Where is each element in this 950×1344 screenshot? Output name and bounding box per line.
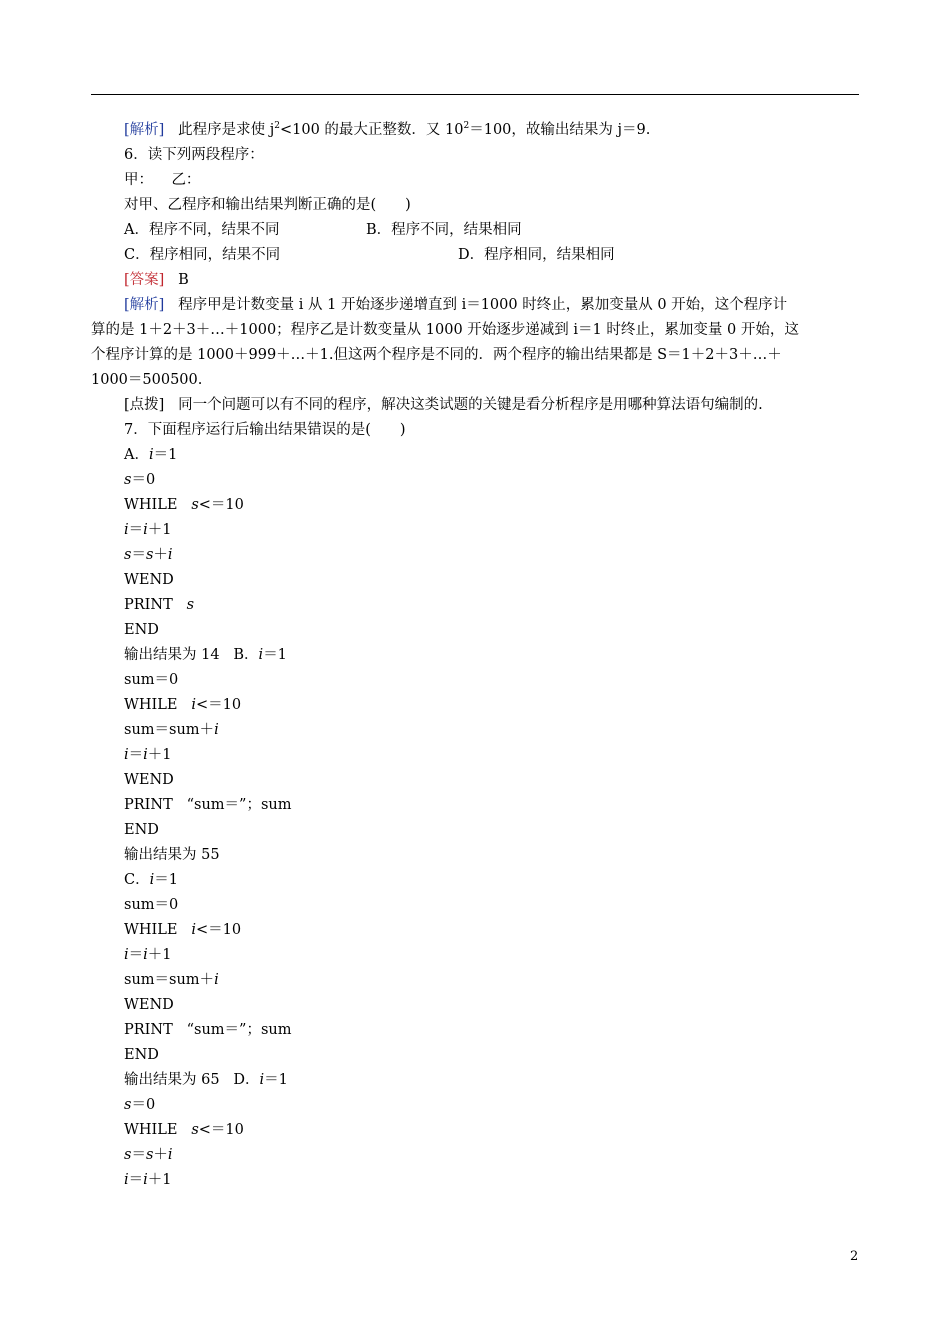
program-jia-label: 甲： xyxy=(124,172,153,188)
code-a-print xyxy=(124,596,194,614)
var: i xyxy=(191,697,196,713)
text: ＋ xyxy=(153,547,168,563)
code-a-output xyxy=(124,646,287,664)
var: s xyxy=(124,547,132,563)
text: 程序甲是计数变量 i 从 1 开始逐步递增直到 i＝1000 时终止，累加变量从 0 开始，这个程序计 xyxy=(178,297,788,313)
var: i xyxy=(258,647,264,663)
analysis-2-line-1 xyxy=(124,296,787,314)
code-a-line-5 xyxy=(124,546,173,564)
answer-value: B xyxy=(178,272,189,288)
var: i xyxy=(148,447,154,463)
text: ＝1 xyxy=(154,872,178,888)
code-c-line-4 xyxy=(124,946,172,964)
text: ＋1 xyxy=(147,747,172,763)
code-b-line-4 xyxy=(124,721,219,739)
code-c-output xyxy=(124,1071,288,1089)
keyword: WHILE xyxy=(124,497,178,513)
q6-programs xyxy=(124,171,200,189)
code-d-line-3 xyxy=(124,1121,244,1139)
code-b-print xyxy=(124,796,291,814)
keyword: PRINT xyxy=(124,1022,173,1038)
analysis-2-line-2: 算的是 1＋2＋3＋…＋1000；程序乙是计数变量从 1000 开始逐步递减到 i＝1 时终止，累加变量 0 开始，这 xyxy=(91,322,799,338)
code-a-line-4 xyxy=(124,521,172,539)
page-number: 2 xyxy=(850,1249,859,1264)
text: <＝10 xyxy=(195,697,242,713)
var: i xyxy=(143,1172,148,1188)
code-d-line-5 xyxy=(124,1171,172,1189)
code-a-wend: WEND xyxy=(124,572,174,588)
q6-option-a: A．程序不同，结果不同 xyxy=(124,222,280,238)
code-b-line-5 xyxy=(124,746,172,764)
code-a-line-1 xyxy=(124,446,177,464)
tip-tag: [点拨] xyxy=(124,397,165,413)
text: ＋1 xyxy=(147,522,172,538)
text: <＝10 xyxy=(198,497,244,513)
code-a-line-2 xyxy=(124,471,155,489)
var: i xyxy=(124,1172,129,1188)
var: s xyxy=(191,497,199,513)
text: 此程序是求使 j xyxy=(178,122,275,138)
var: i xyxy=(124,747,129,763)
var: i xyxy=(191,922,196,938)
text: ＝1 xyxy=(263,647,287,663)
var: s xyxy=(191,1122,199,1138)
var: i xyxy=(214,972,219,988)
text: ＝ xyxy=(128,747,144,763)
code-c-wend: WEND xyxy=(124,997,174,1013)
text: <100 的最大正整数．又 10 xyxy=(280,122,464,138)
tip-line xyxy=(124,396,763,414)
text: ＝ xyxy=(128,522,144,538)
header-rule xyxy=(91,94,859,95)
var: s xyxy=(124,1097,132,1113)
var: i xyxy=(124,947,129,963)
code-d-line-2 xyxy=(124,1096,155,1114)
var: s xyxy=(124,1147,132,1163)
code-b-line-3 xyxy=(124,696,241,714)
var: i xyxy=(143,947,148,963)
code-b-line-2: sum＝0 xyxy=(124,672,179,688)
analysis-tag: [解析] xyxy=(124,297,165,313)
text: ＝100，故输出结果为 j＝9. xyxy=(469,122,651,138)
text: ＝ xyxy=(128,1172,144,1188)
question-7: 7．下面程序运行后输出结果错误的是( ) xyxy=(124,422,406,438)
text: ＝1 xyxy=(264,1072,288,1088)
code-c-end: END xyxy=(124,1047,159,1063)
var: s xyxy=(145,547,154,563)
text: ＝0 xyxy=(131,1097,156,1113)
answer-tag: [答案] xyxy=(124,272,165,288)
text: <＝10 xyxy=(195,922,242,938)
var: i xyxy=(143,747,148,763)
text: ＋1 xyxy=(147,947,172,963)
q6-stem: 对甲、乙程序和输出结果判断正确的是( ) xyxy=(124,197,411,213)
var: i xyxy=(259,1072,265,1088)
text: “sum＝”；sum xyxy=(186,797,292,813)
superscript: 2 xyxy=(274,121,280,132)
q6-option-d: D．程序相同，结果相同 xyxy=(458,247,615,263)
var: s xyxy=(145,1147,154,1163)
code-b-wend: WEND xyxy=(124,772,174,788)
option-label: C． xyxy=(124,872,150,888)
text: ＝ xyxy=(131,547,146,563)
program-yi-label: 乙： xyxy=(171,172,201,188)
text: ＝ xyxy=(131,1147,146,1163)
var: i xyxy=(143,522,148,538)
text: <＝10 xyxy=(198,1122,244,1138)
var: i xyxy=(167,547,173,563)
q6-option-b: B．程序不同，结果相同 xyxy=(366,222,522,238)
code-d-line-4 xyxy=(124,1146,173,1164)
text: “sum＝”；sum xyxy=(186,1022,292,1038)
text: ＝1 xyxy=(153,447,178,463)
analysis-2-line-3: 个程序计算的是 1000＋999＋…＋1.但这两个程序是不同的．两个程序的输出结果都是 S＝1＋2＋3＋…＋ xyxy=(91,347,782,363)
code-a-line-3 xyxy=(124,496,244,514)
text: 输出结果为 14 xyxy=(124,647,220,663)
option-label: D． xyxy=(233,1072,260,1088)
code-c-line-2: sum＝0 xyxy=(124,897,179,913)
var: i xyxy=(167,1147,173,1163)
keyword: PRINT xyxy=(124,597,173,613)
code-c-line-5 xyxy=(124,971,219,989)
var: s xyxy=(186,597,195,613)
var: i xyxy=(214,722,219,738)
text: ＝ xyxy=(128,947,144,963)
code-b-end: END xyxy=(124,822,159,838)
text: ＋1 xyxy=(147,1172,172,1188)
text: 同一个问题可以有不同的程序，解决这类试题的关键是看分析程序是用哪种算法语句编制的. xyxy=(178,397,763,413)
code-b-output: 输出结果为 55 xyxy=(124,847,220,863)
analysis-tag: [解析] xyxy=(124,122,165,138)
text: 输出结果为 65 xyxy=(124,1072,220,1088)
keyword: WHILE xyxy=(124,1122,178,1138)
option-label: A． xyxy=(124,447,149,463)
analysis-2-line-4: 1000＝500500. xyxy=(91,372,203,388)
keyword: WHILE xyxy=(124,922,178,938)
code-c-line-3 xyxy=(124,921,241,939)
answer-line xyxy=(124,271,189,289)
question-6: 6．读下列两段程序： xyxy=(124,147,264,163)
code-c-line-1 xyxy=(124,871,178,889)
q6-option-c: C．程序相同，结果不同 xyxy=(124,247,281,263)
code-c-print xyxy=(124,1021,291,1039)
var: i xyxy=(124,522,129,538)
superscript: 2 xyxy=(463,121,470,132)
keyword: WHILE xyxy=(124,697,178,713)
var: s xyxy=(124,472,132,488)
keyword: PRINT xyxy=(124,797,173,813)
code-a-end: END xyxy=(124,622,159,638)
text: sum＝sum＋ xyxy=(124,972,215,988)
option-label: B． xyxy=(233,647,259,663)
text: sum＝sum＋ xyxy=(124,722,215,738)
text: ＝0 xyxy=(131,472,156,488)
text: ＋ xyxy=(153,1147,168,1163)
var: i xyxy=(149,872,155,888)
analysis-line-1 xyxy=(124,121,650,139)
